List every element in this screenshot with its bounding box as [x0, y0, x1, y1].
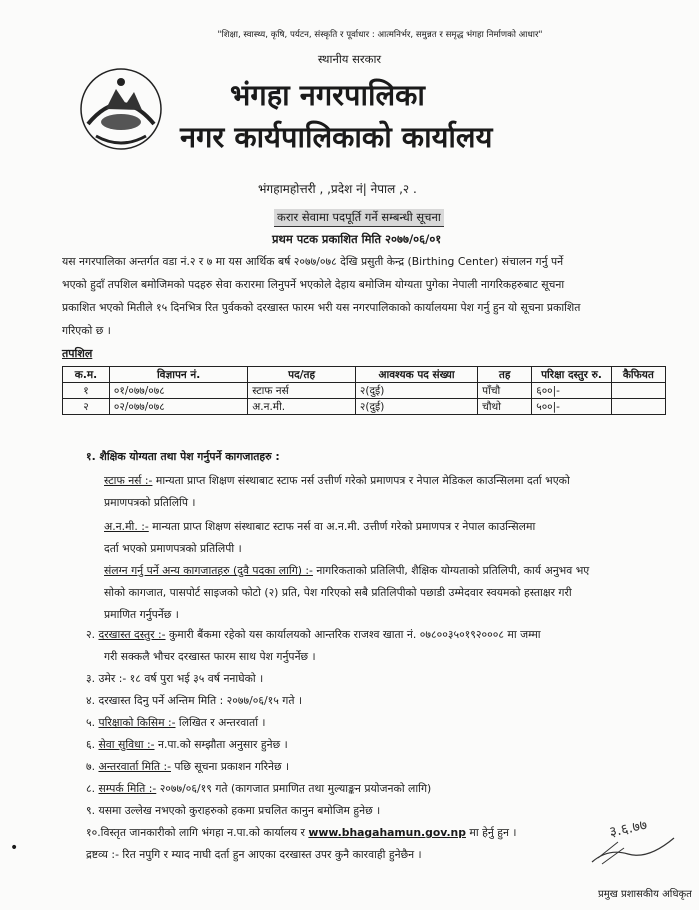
- section-number: २.: [86, 628, 99, 641]
- section-5-exam-type: [86, 712, 266, 734]
- staff-nurse-requirement: [104, 470, 570, 492]
- cell-level: पाँचौ: [478, 383, 532, 399]
- section-4-deadline: ४. दरखास्त दिनु पर्ने अन्तिम मिति : २०७७/०६/१५ गते ।: [86, 694, 303, 707]
- section-9-law: ९. यसमा उल्लेख नभएको कुराहरुको हकमा प्रचलित कानुन बमोजिम हुनेछ ।: [86, 804, 381, 817]
- scan-mark: •: [10, 840, 19, 856]
- other-documents-continuation: सोको कागजात, पासपोर्ट साइजको फोटो (२) प्रति, पेश गरिएको सबै प्रतिलिपीको पछाडी उम्मेदवार स्वयमको हस्ताक्षर गरी: [104, 586, 572, 599]
- section-number: ८.: [86, 782, 99, 795]
- table-row: [63, 399, 666, 415]
- details-label: तपशिल: [62, 347, 93, 360]
- section-7-interview: [86, 756, 289, 778]
- intro-line: यस नगरपालिका अन्तर्गत वडा नं.२ र ७ मा यस आर्थिक बर्ष २०७७/०७८ देखि प्रसुती केन्द्र (Birthing Center) संचालन गर्नु पर्ने: [62, 255, 564, 268]
- cell-serial: १: [63, 383, 110, 399]
- section-number: ६.: [86, 738, 99, 751]
- cell-remarks: [611, 383, 665, 399]
- section-number: ५.: [86, 716, 99, 729]
- col-exam-fee: परिक्षा दस्तुर रु.: [532, 367, 611, 383]
- col-required-count: आवश्यक पद संख्या: [355, 367, 477, 383]
- info-text: १०.विस्तृत जानकारीको लागि भंगहा न.पा.को कार्यालय र: [86, 826, 309, 839]
- benefits-label: सेवा सुविधा :-: [98, 738, 155, 751]
- section-number: ७.: [86, 760, 99, 773]
- anm-text: मान्यता प्राप्त शिक्षण संस्थाबाट स्टाफ नर्स वा अ.न.मी. उत्तीर्ण गरेको प्रमाणपत्र र नेपाल काउन्सिलमा: [148, 520, 536, 533]
- cell-required-count: २(दुई): [355, 383, 477, 399]
- interview-label: अन्तरवार्ता मिति :-: [98, 760, 171, 773]
- col-remarks: कैफियत: [611, 367, 665, 383]
- section-10-info: [86, 822, 517, 844]
- other-documents-continuation: प्रमाणित गर्नुपर्नेछ ।: [104, 608, 179, 621]
- fee-text: कुमारी बैंकमा रहेको यस कार्यालयको आन्तरिक राजश्व खाता नं. ०७८००३५०१९२०००८ मा जम्मा: [165, 628, 541, 641]
- note: द्रष्टव्य :- रित नपुगि र म्याद नाघी दर्ता हुन आएका दरखास्त उपर कुनै कारवाही हुनेछैन ।: [86, 848, 422, 861]
- other-documents: [104, 560, 589, 582]
- fee-label: दरखास्त दस्तुर :-: [98, 628, 166, 641]
- cell-serial: २: [63, 399, 110, 415]
- local-government-label: स्थानीय सरकार: [317, 52, 382, 66]
- contact-label: सम्पर्क मिति :-: [98, 782, 157, 795]
- col-level: तह: [478, 367, 532, 383]
- section-1-heading: १. शैक्षिक योग्यता तथा पेश गर्नुपर्ने कागजातहरु :: [86, 450, 280, 463]
- cell-post: स्टाफ नर्स: [248, 383, 356, 399]
- office-address: भंगहामहोत्तरी , ,प्रदेश नं| नेपाल ,२ .: [258, 182, 417, 196]
- exam-type-label: परिक्षाको किसिम :-: [98, 716, 176, 729]
- anm-label: अ.न.मी. :-: [104, 520, 149, 533]
- cell-required-count: २(दुई): [355, 399, 477, 415]
- intro-line: भएको हुदाँ तपशिल बमोजिमको पदहरु सेवा करारमा लिनुपर्ने भएकोले देहाय बमोजिम योग्यता पुगेका नेपाली नागरिकहरुबाट सूचना: [62, 278, 565, 291]
- fee-continuation: गरी सक्कलै भौचर दरखास्त फारम साथ पेश गर्नुपर्नेछ ।: [104, 650, 316, 663]
- website-link[interactable]: www.bhagahamun.gov.np: [308, 826, 466, 839]
- cell-exam-fee: ६००|-: [532, 383, 611, 399]
- publication-date: प्रथम पटक प्रकाशित मिति २०७७/०६/०१: [272, 232, 442, 246]
- intro-line: प्रकाशित भएको मितीले १५ दिनभित्र रित पुर्वकको दरखास्त फारम भरी यस नगरपालिकाको कार्यालयमा पेश गर्नु हुन यो सूचना प्रकाशित: [62, 301, 581, 314]
- signature: [588, 808, 678, 868]
- interview-text: पछि सूचना प्रकाशन गरिनेछ ।: [170, 760, 290, 773]
- section-3-age: ३. उमेर :- १८ वर्ष पुरा भई ३५ वर्ष ननाघेको ।: [86, 672, 264, 685]
- intro-paragraph: [62, 250, 662, 342]
- table-header-row: [63, 367, 666, 383]
- cell-exam-fee: ५००|-: [532, 399, 611, 415]
- section-2-fee: [86, 624, 541, 646]
- anm-requirement: [104, 516, 535, 538]
- other-documents-label: संलग्न गर्नु पर्ने अन्य कागजातहरु (दुवै पदका लागि) :-: [104, 564, 313, 577]
- other-documents-text: नागरिकताको प्रतिलिपी, शैक्षिक योग्यताको प्रतिलिपी, कार्य अनुभव भए: [312, 564, 590, 577]
- municipality-name: भंगहा नगरपालिका: [230, 78, 425, 112]
- staff-nurse-text: मान्यता प्राप्त शिक्षण संस्थाबाट स्टाफ नर्स उत्तीर्ण गरेको प्रमाणपत्र र नेपाल मेडिकल काउन्सिलमा दर्ता भएको: [152, 474, 570, 487]
- benefits-text: न.पा.को सम्झौता अनुसार हुनेछ ।: [154, 738, 288, 751]
- posts-table: [62, 366, 666, 415]
- cell-level: चौथो: [478, 399, 532, 415]
- contact-text: २०७७/०६/१९ गते (कागजात प्रमाणित तथा मुल्याङ्कन प्रयोजनको लागि): [156, 782, 432, 795]
- notice-title: करार सेवामा पदपूर्ति गर्ने सम्बन्धी सूचना: [274, 209, 444, 227]
- cell-post: अ.न.मी.: [248, 399, 356, 415]
- col-serial: क.म.: [63, 367, 110, 383]
- office-name: नगर कार्यपालिकाको कार्यालय: [180, 120, 493, 154]
- info-end: मा हेर्नु हुन ।: [465, 826, 517, 839]
- cell-remarks: [611, 399, 665, 415]
- nepal-emblem-logo: [76, 64, 166, 154]
- signer-title: प्रमुख प्रशासकीय अधिकृत: [598, 889, 692, 900]
- cell-advertisement-no: ०२/०७७/०७८: [109, 399, 247, 415]
- motto: "शिक्षा, स्वास्थ्य, कृषि, पर्यटन, संस्कृति र पूर्वाधार : आत्मनिर्भर, समुन्नत र समृद्ध भंगहा निर्माणको आधार": [217, 30, 543, 40]
- intro-line: गरिएको छ ।: [62, 324, 111, 337]
- signature-date: ३.६.७७: [608, 817, 649, 841]
- table-row: [63, 383, 666, 399]
- col-post-level: पद/तह: [248, 367, 356, 383]
- section-8-contact: [86, 778, 431, 800]
- staff-nurse-label: स्टाफ नर्स :-: [104, 474, 153, 487]
- exam-type-text: लिखित र अन्तरवार्ता ।: [175, 716, 266, 729]
- staff-nurse-continuation: प्रमाणपत्रको प्रतिलिपि ।: [104, 496, 196, 509]
- col-advertisement-no: विज्ञापन नं.: [109, 367, 247, 383]
- cell-advertisement-no: ०१/०७७/०७८: [109, 383, 247, 399]
- section-6-benefits: [86, 734, 288, 756]
- anm-continuation: दर्ता भएको प्रमाणपत्रको प्रतिलिपी ।: [104, 542, 242, 555]
